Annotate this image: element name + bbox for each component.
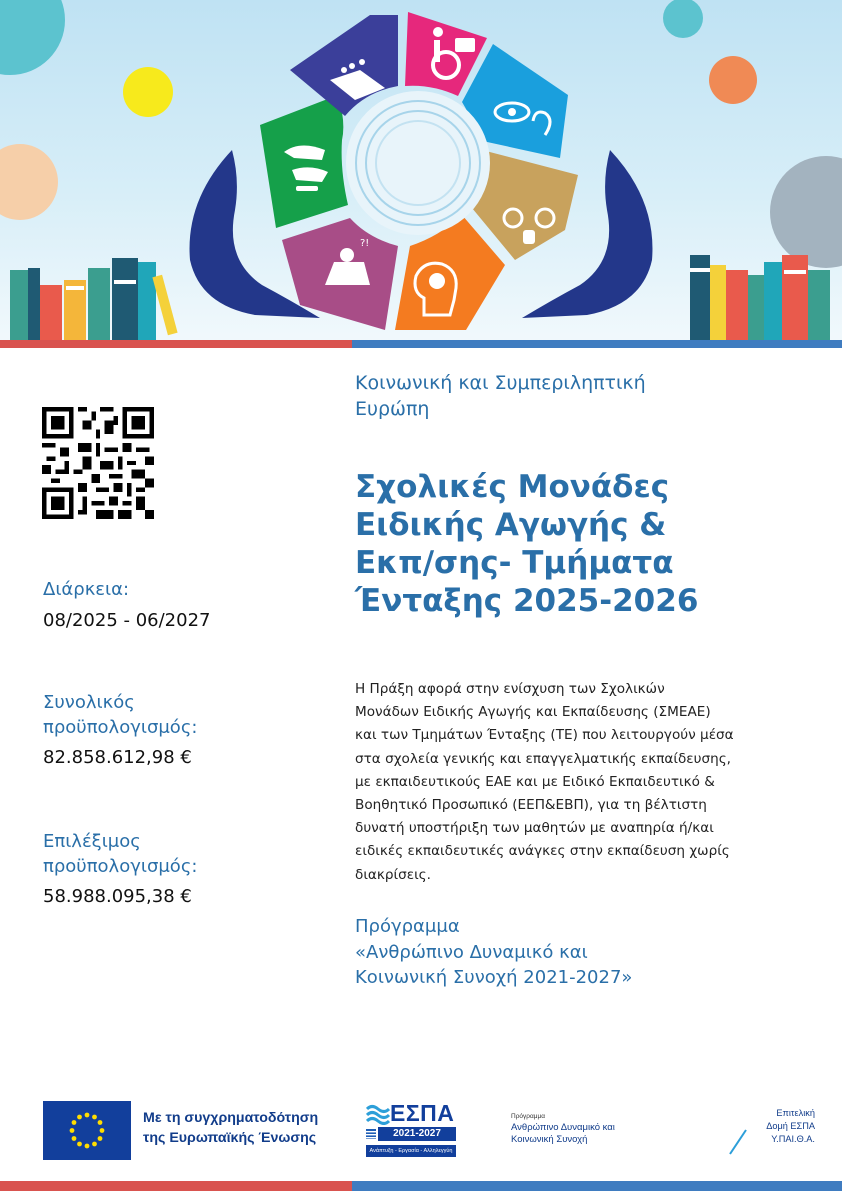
decor-circle — [709, 56, 757, 104]
top-color-stripe — [0, 340, 842, 348]
total-budget-label-line2: προϋπολογισμός: — [43, 717, 198, 738]
total-budget-value: 82.858.612,98 € — [43, 747, 192, 768]
description-line: με εκπαιδευτικούς ΕΑΕ και με Ειδικό Εκπαιδευτικό & — [355, 773, 715, 790]
inclusion-wheel-illustration — [0, 0, 842, 348]
ee-logo-line: Δομή ΕΣΠΑ — [766, 1121, 815, 1131]
eu-text-line: της Ευρωπαϊκής Ένωσης — [143, 1130, 317, 1146]
total-budget-label-line1: Συνολικός — [43, 692, 135, 713]
title-line: Ειδικής Αγωγής & — [355, 507, 667, 543]
decor-circle — [123, 67, 173, 117]
wheel-center — [346, 91, 490, 235]
description-line: και των Τμημάτων Ένταξης (ΤΕ) που λειτουργούν μέσα — [355, 727, 734, 744]
title-line: Ένταξης 2025-2026 — [355, 583, 699, 619]
executive-structure-logo — [745, 1107, 815, 1146]
description-line: διακρίσεις. — [355, 866, 431, 883]
ee-logo-line: Υ.ΠΑΙ.Θ.Α. — [771, 1134, 815, 1144]
decor-circle — [0, 144, 58, 220]
greek-flag-icon — [366, 1129, 376, 1139]
eu-flag-icon — [43, 1101, 131, 1160]
bottom-color-stripe — [0, 1181, 842, 1191]
qr-code[interactable] — [42, 407, 154, 519]
espa-wave-icon — [366, 1103, 390, 1125]
description-line: Μονάδων Ειδικής Αγωγής και Εκπαίδευσης (ΣΜΕΑΕ) — [355, 704, 711, 721]
espa-word: ΕΣΠΑ — [390, 1100, 455, 1126]
subtitle-line: Κοινωνική και Συμπεριληπτική — [355, 372, 646, 394]
left-books — [10, 258, 178, 342]
program-line: Κοινωνική Συνοχή 2021-2027» — [355, 967, 633, 988]
duration-label: Διάρκεια: — [43, 579, 130, 600]
program-line: Πρόγραμμα — [355, 916, 460, 937]
decor-circle — [663, 0, 703, 38]
eu-text-line: Με τη συγχρηματοδότηση — [143, 1110, 319, 1126]
decor-circle — [0, 0, 65, 75]
project-description — [355, 678, 795, 887]
description-line: ειδικές εκπαιδευτικές ανάγκες στην εκπαίδευση χωρίς — [355, 843, 730, 860]
program-logo-caption: Πρόγραμμα — [511, 1113, 545, 1120]
svg-text:?!: ?! — [360, 238, 370, 249]
ee-logo-line: Επιτελική — [776, 1108, 815, 1118]
program-name — [355, 914, 775, 991]
program-line: «Ανθρώπινο Δυναμικό και — [355, 941, 588, 963]
eligible-budget-value: 58.988.095,38 € — [43, 886, 192, 907]
wheel-segment-hands — [260, 95, 348, 228]
eligible-budget-label-line1: Επιλέξιμος — [43, 831, 141, 852]
espa-slogan: Ανάπτυξη - Εργασία - Αλληλεγγύη — [366, 1145, 456, 1157]
program-logo-name — [511, 1122, 661, 1146]
page-title — [355, 468, 775, 620]
right-books — [690, 255, 830, 342]
description-line: δυνατή υποστήριξη των μαθητών με αναπηρία ή/και — [355, 820, 714, 837]
description-line: στα σχολεία γενικής και επαγγελματικής εκπαίδευσης, — [355, 750, 732, 767]
category-subtitle — [355, 370, 755, 422]
espa-years: 2021-2027 — [378, 1127, 456, 1141]
program-logo-line: Κοινωνική Συνοχή — [511, 1134, 588, 1145]
eu-cofunding-text — [143, 1108, 318, 1148]
subtitle-line: Ευρώπη — [355, 398, 430, 420]
program-logo-line: Ανθρώπινο Δυναμικό και — [511, 1122, 615, 1133]
header-illustration — [0, 0, 842, 348]
title-line: Εκπ/σης- Τμήματα — [355, 545, 674, 581]
duration-value: 08/2025 - 06/2027 — [43, 610, 211, 631]
title-line: Σχολικές Μονάδες — [355, 469, 670, 505]
ee-logo-swoosh-icon — [728, 1128, 748, 1156]
decor-circle — [770, 156, 842, 268]
description-line: Η Πράξη αφορά στην ενίσχυση των Σχολικών — [355, 681, 665, 697]
eligible-budget-label-line2: προϋπολογισμός: — [43, 856, 198, 877]
description-line: Βοηθητικό Προσωπικό (ΕΕΠ&ΕΒΠ), για τη βέλτιστη — [355, 797, 707, 814]
